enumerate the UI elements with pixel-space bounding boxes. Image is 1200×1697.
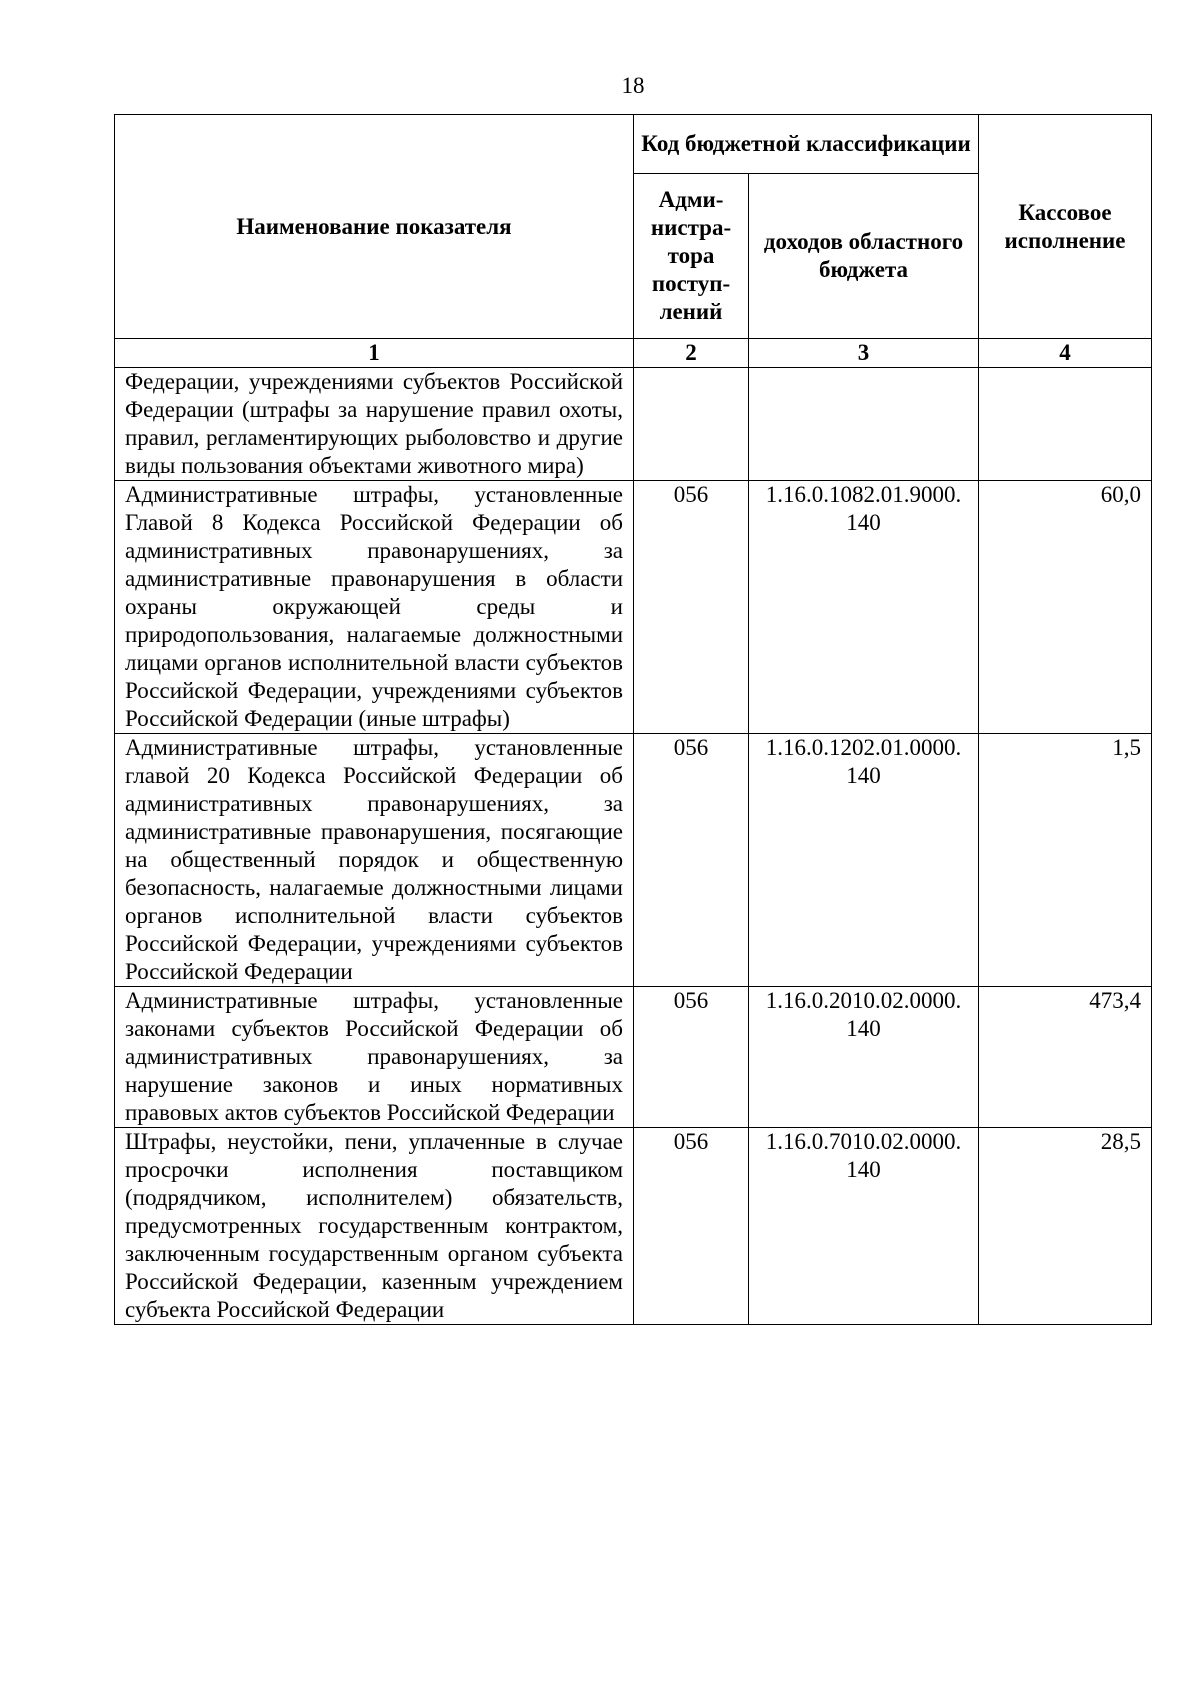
row-amount: 473,4	[979, 987, 1152, 1128]
table-row	[115, 1128, 1152, 1325]
table-header	[115, 115, 1152, 368]
row-budget-code: 1.16.0.7010.02.0000. 140	[749, 1128, 979, 1325]
row-name: Административные штрафы, установленные Главой 8 Кодекса Российской Федерации об административных правонарушениях, за административные правонарушения в области охраны окружающей среды и природопользования, налагаемые должностными лицами органов исполнительной власти субъектов Российской Федерации, учреждениями субъектов Российской Федерации (иные штрафы)	[115, 481, 634, 734]
row-admin-code: 056	[634, 987, 749, 1128]
column-number: 4	[979, 339, 1152, 368]
table-row	[115, 368, 1152, 481]
header-admin: Адми-нистра-тора поступ-лений	[634, 174, 749, 339]
table-row	[115, 734, 1152, 987]
row-amount	[979, 368, 1152, 481]
row-budget-code	[749, 368, 979, 481]
row-name: Штрафы, неустойки, пени, уплаченные в случае просрочки исполнения поставщиком (подрядчиком, исполнителем) обязательств, предусмотренных государственным контрактом, заключенным государственным органом субъекта Российской Федерации, казенным учреждением субъекта Российской Федерации	[115, 1128, 634, 1325]
row-amount: 28,5	[979, 1128, 1152, 1325]
header-code-group: Код бюджетной классификации	[634, 115, 979, 174]
row-budget-code: 1.16.0.1202.01.0000. 140	[749, 734, 979, 987]
header-amount: Кассовое исполнение	[979, 115, 1152, 339]
budget-table	[114, 114, 1152, 1325]
table-row	[115, 987, 1152, 1128]
row-amount: 60,0	[979, 481, 1152, 734]
row-admin-code: 056	[634, 1128, 749, 1325]
row-name: Федерации, учреждениями субъектов Российской Федерации (штрафы за нарушение правил охоты, правил, регламентирующих рыболовство и другие виды пользования объектами животного мира)	[115, 368, 634, 481]
row-admin-code: 056	[634, 734, 749, 987]
header-name: Наименование показателя	[115, 115, 634, 339]
table-row	[115, 481, 1152, 734]
header-income: доходов областного бюджета	[749, 174, 979, 339]
column-number: 2	[634, 339, 749, 368]
column-number: 3	[749, 339, 979, 368]
row-admin-code	[634, 368, 749, 481]
row-amount: 1,5	[979, 734, 1152, 987]
page-number: 18	[621, 73, 645, 98]
row-budget-code: 1.16.0.2010.02.0000. 140	[749, 987, 979, 1128]
row-budget-code: 1.16.0.1082.01.9000. 140	[749, 481, 979, 734]
column-number-row	[115, 339, 1152, 368]
column-number: 1	[115, 339, 634, 368]
row-name: Административные штрафы, установленные главой 20 Кодекса Российской Федерации об административных правонарушениях, за административные правонарушения, посягающие на общественный порядок и общественную безопасность, налагаемые должностными лицами органов исполнительной власти субъектов Российской Федерации, учреждениями субъектов Российской Федерации	[115, 734, 634, 987]
row-name: Административные штрафы, установленные законами субъектов Российской Федерации об административных правонарушениях, за нарушение законов и иных нормативных правовых актов субъектов Российской Федерации	[115, 987, 634, 1128]
row-admin-code: 056	[634, 481, 749, 734]
